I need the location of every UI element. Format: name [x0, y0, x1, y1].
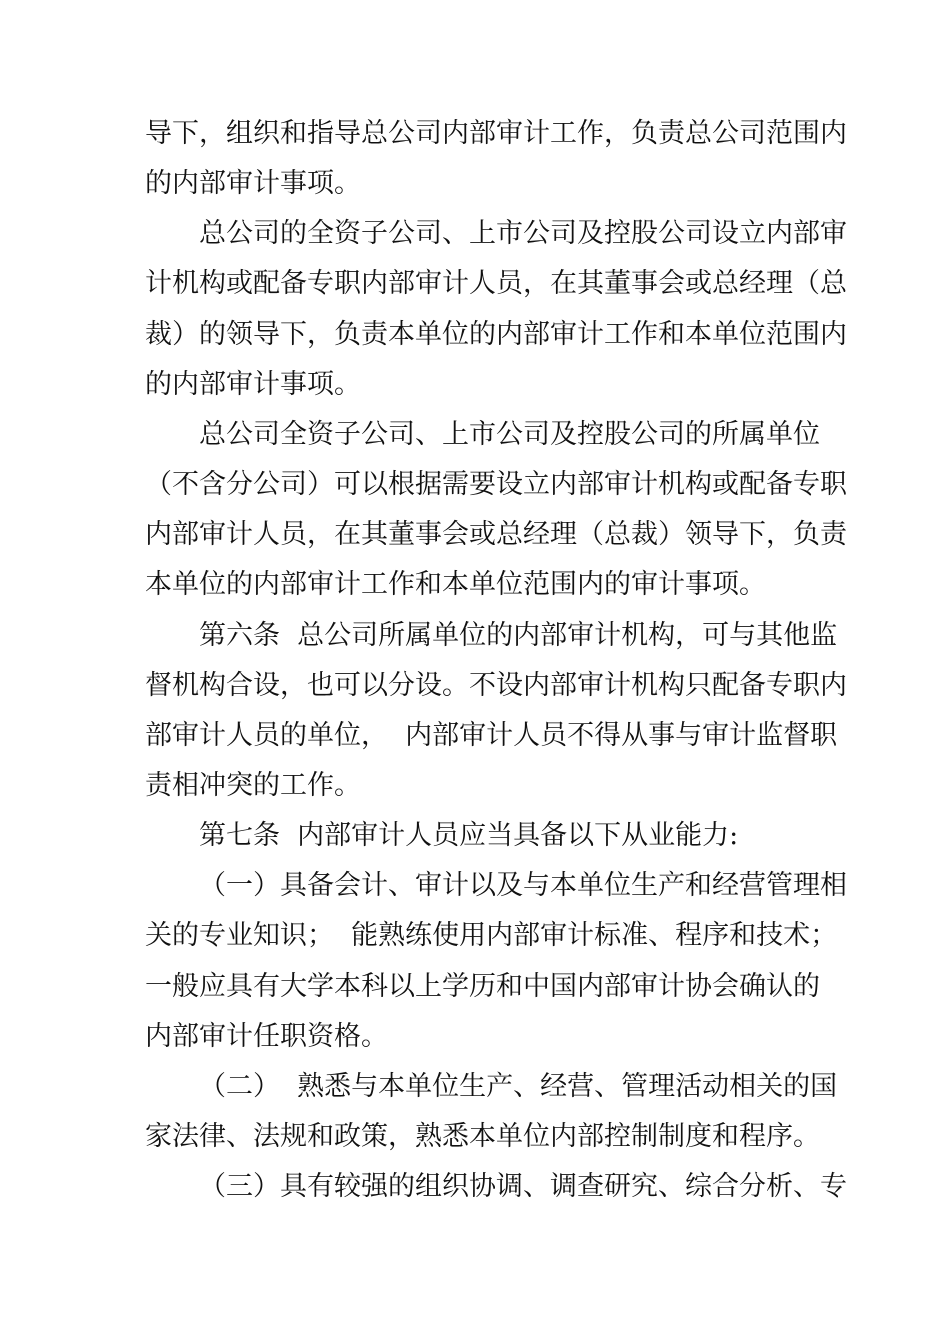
text-line: （三）具有较强的组织协调、调查研究、综合分析、专 — [199, 1171, 847, 1202]
text-line: 部审计人员的单位， 内部审计人员不得从事与审计监督职 — [145, 720, 838, 751]
text-line: （不含分公司）可以根据需要设立内部审计机构或配备专职 — [145, 469, 847, 500]
text-line: 内部审计人员，在其董事会或总经理（总裁）领导下，负责 — [145, 519, 847, 550]
text-line: （一）具备会计、审计以及与本单位生产和经营管理相 — [199, 870, 847, 901]
text-line: 家法律、法规和政策，熟悉本单位内部控制制度和程序。 — [145, 1121, 820, 1152]
text-line: 的内部审计事项。 — [145, 168, 361, 199]
text-line: 第七条 内部审计人员应当具备以下从业能力: — [199, 820, 739, 851]
text-line: 计机构或配备专职内部审计人员，在其董事会或总经理（总 — [145, 268, 847, 299]
text-line: 第六条 总公司所属单位的内部审计机构，可与其他监 — [199, 620, 838, 651]
text-line: 关的专业知识； 能熟练使用内部审计标准、程序和技术； — [145, 920, 838, 951]
text-line: 督机构合设，也可以分设。不设内部审计机构只配备专职内 — [145, 670, 847, 701]
text-line: 内部审计任职资格。 — [145, 1021, 388, 1052]
text-line: 一般应具有大学本科以上学历和中国内部审计协会确认的 — [145, 971, 820, 1002]
text-line: 总公司的全资子公司、上市公司及控股公司设立内部审 — [199, 218, 847, 249]
text-line: 的内部审计事项。 — [145, 369, 361, 400]
text-line: 本单位的内部审计工作和本单位范围内的审计事项。 — [145, 569, 766, 600]
text-line: 责相冲突的工作。 — [145, 770, 361, 801]
text-line: （二） 熟悉与本单位生产、经营、管理活动相关的国 — [199, 1071, 838, 1102]
text-line: 裁）的领导下，负责本单位的内部审计工作和本单位范围内 — [145, 319, 847, 350]
text-line: 导下，组织和指导总公司内部审计工作，负责总公司范围内 — [145, 118, 847, 149]
text-line: 总公司全资子公司、上市公司及控股公司的所属单位 — [199, 419, 820, 450]
